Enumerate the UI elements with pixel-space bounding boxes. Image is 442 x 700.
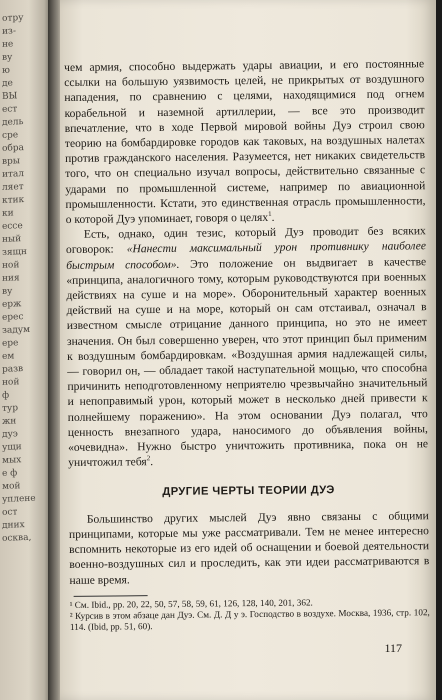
previous-page-fragment: осква, <box>1 532 32 544</box>
paragraph-2: Есть, однако, один тезис, который Дуэ проводит без всяких оговорок: «Нанести максимальный урон противнику наиболее быстрым способом». Это положение он выдвигает в качестве «принципа, аналогичного тому, которым руководствуются при военных действиях на суше и на море». Оборонительный характер военных действий на суше и на море, который он сам отстаивал, означал в известном смысле отрицание данного принципа, но это не имеет значения. Он был совершенно уверен, что этот принцип был применим к воздушным бомбардировкам. «Воздушная армия надлежащей силы, — говорил он, — обладает такой наступательной мощью, что способна причинить неподготовленному неприятелю чрезвычайно значительный и непоправимый урон, который может в несколько дней привести к полнейшему поражению». На этом основании Дуэ полагал, что ценность внезапного удара, наносимого до объявления войны, «очевидна». Нужно быстро уничтожить противника, пока он не уничтожил тебя$^2$. <box>65 224 429 470</box>
footnote-1: ¹ См. Ibid., pp. 20, 22, 50, 57, 58, 59, 61, 126, 128, 140, 201, 362. <box>69 597 313 610</box>
page-number: 117 <box>384 641 402 655</box>
emphasis-quote: «Нанести максимальный урон противнику наиболее быстрым способом». <box>66 239 427 272</box>
previous-page-fragment: е ф <box>1 468 18 479</box>
previous-page-fragment: ву <box>1 286 13 297</box>
previous-page-fragment: ущи <box>1 442 22 453</box>
previous-page-fragment: мой <box>1 481 21 492</box>
previous-page-fragment: ктик <box>1 195 25 206</box>
previous-page-fragment: дних <box>1 520 25 531</box>
previous-page-fragment: дуэ <box>1 429 19 440</box>
paragraph-1: чем армия, способно выдержать удары авиации, и его постоянные ссылки на большую уязвимость целей, не прикрытых от воздушного нападения, по сравнению с целями, находящимися под огнем корабельной и наземной артиллерии, — все это производит впечатление, что в ходе Первой мировой войны Дуэ строил свою теорию на бомбардировке городов как таковых, на воздушных налетах против гражданского населения. Разумеется, нет никаких свидетельств того, что он специально изучал вопросы, действительно связанные с ударами по промышленной системе, например по авиационной промышленности. Кстати, это единственная отрасль промышленности, о которой Дуэ упоминает, говоря о целях$^1$. <box>64 57 426 227</box>
previous-page-fragment: ной <box>1 260 20 271</box>
previous-page-fragment: из- <box>1 26 17 37</box>
background-edge <box>436 0 442 700</box>
section-heading: ДРУГИЕ ЧЕРТЫ ТЕОРИИ ДУЭ <box>162 484 335 499</box>
previous-page-fragment: ерж <box>1 299 22 310</box>
previous-page-fragment: ния <box>1 273 20 284</box>
previous-page-fragment: итал <box>1 169 25 180</box>
previous-page-fragment: ф <box>1 390 10 401</box>
previous-page-fragment: ВЫ <box>1 91 18 102</box>
page-text <box>64 56 430 633</box>
previous-page-fragment: вры <box>1 156 21 167</box>
previous-page-fragment: зящн <box>1 247 28 258</box>
previous-page-fragment: ляет <box>1 182 24 193</box>
previous-page-fragment: ессе <box>1 221 23 232</box>
previous-page-fragment: тур <box>1 403 19 414</box>
paragraph-3: Большинство других мыслей Дуэ явно связаны с общими принципами, которые мы уже рассматривали. Тем не менее интересно вспомнить некоторые из его идей об оснащении и боевой деятельности военно-воздушных сил и проследить, как эти идеи рассматриваются в наше время. <box>68 508 430 587</box>
previous-page-fragment: сре <box>1 130 19 141</box>
previous-page <box>0 0 52 700</box>
previous-page-fragment: ост <box>1 507 18 518</box>
previous-page-fragment: ере <box>1 338 19 349</box>
previous-page-fragment: де <box>1 78 14 89</box>
book-page <box>60 0 436 700</box>
previous-page-fragments <box>0 0 52 545</box>
previous-page-fragment: ной <box>1 377 20 388</box>
previous-page-fragment: ест <box>1 104 18 115</box>
previous-page-fragment: ем <box>1 351 15 362</box>
previous-page-fragment: задум <box>1 324 31 336</box>
previous-page-fragment: жн <box>1 416 17 427</box>
previous-page-fragment: обра <box>1 143 25 154</box>
previous-page-fragment: отру <box>1 13 24 24</box>
previous-page-fragment: мых <box>1 455 22 466</box>
previous-page-fragment: не <box>1 39 14 50</box>
previous-page-fragment: ву <box>1 52 13 63</box>
previous-page-fragment: разв <box>1 364 24 375</box>
previous-page-fragment: ю <box>1 65 11 76</box>
footnote-divider <box>74 595 148 597</box>
footnote-ref-1: 1 <box>268 210 272 219</box>
previous-page-fragment: уплене <box>1 493 36 505</box>
previous-page-fragment: ерес <box>1 312 24 323</box>
footnote-ref-2: 2 <box>146 454 151 463</box>
previous-page-fragment: ный <box>1 234 22 245</box>
footnote-2: ² Курсив в этом абзаце дан Дуэ. См. Д. Д у э. Господство в воздухе. Москва, 1936, стр. 102, 114. (Ibid, pp. 51, 60). <box>69 607 430 633</box>
previous-page-fragment: ки <box>1 208 14 219</box>
previous-page-fragment: дель <box>1 117 24 128</box>
